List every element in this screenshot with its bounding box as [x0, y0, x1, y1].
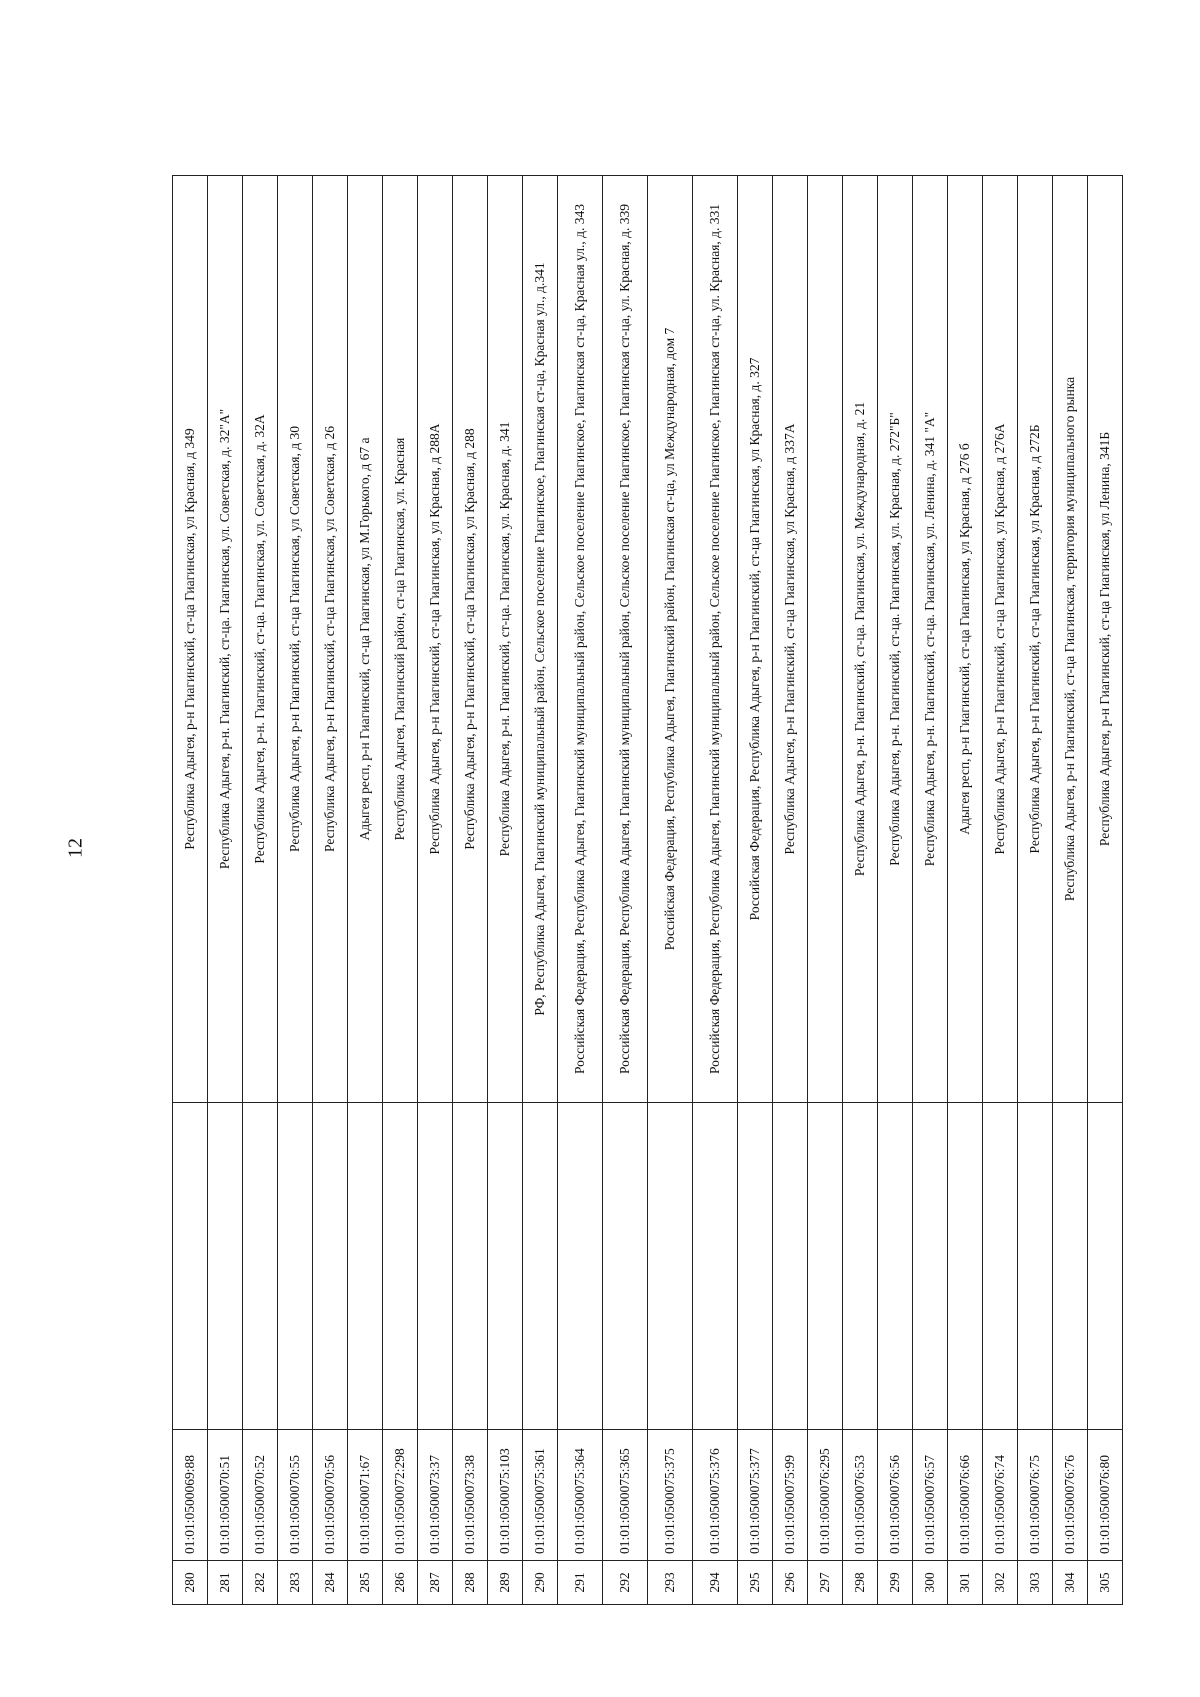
empty-cell [278, 1103, 313, 1430]
row-number-cell: 293 [648, 1561, 693, 1605]
table-row [558, 176, 603, 1605]
cadastral-number-cell: 01:01:0500072:298 [383, 1430, 418, 1561]
table-row [488, 176, 523, 1605]
row-number-cell: 284 [313, 1561, 348, 1605]
row-number-cell: 297 [808, 1561, 843, 1605]
table-row [523, 176, 558, 1605]
cadastral-number-cell: 01:01:0500070:55 [278, 1430, 313, 1561]
empty-cell [648, 1103, 693, 1430]
table-row [878, 176, 913, 1605]
address-cell: Российская Федерация, Республика Адыгея, Гиагинский муниципальный район, Сельское поселение Гиагинское, Гиагинская ст-ца, ул. Красная, д. 331 [693, 176, 738, 1103]
address-cell: Республика Адыгея, р-н Гиагинский, ст-ца Гиагинская, ул Красная, д 337А [773, 176, 808, 1103]
row-number-cell: 294 [693, 1561, 738, 1605]
table-row [808, 176, 843, 1605]
page-number: 12 [64, 838, 87, 858]
empty-cell [383, 1103, 418, 1430]
row-number-cell: 301 [948, 1561, 983, 1605]
empty-cell [808, 1103, 843, 1430]
table-row [418, 176, 453, 1605]
address-cell: Республика Адыгея, р-н. Гиагинский, ст-ца. Гиагинская, ул. Советская, д. 32А [243, 176, 278, 1103]
cadastral-number-cell: 01:01:0500070:52 [243, 1430, 278, 1561]
table-row [243, 176, 278, 1605]
table-row [1088, 176, 1123, 1605]
address-cell: Республика Адыгея, р-н Гиагинский, ст-ца Гиагинская, ул Красная, д 276А [983, 176, 1018, 1103]
table-row [208, 176, 243, 1605]
table-row [603, 176, 648, 1605]
cadastral-number-cell: 01:01:0500076:75 [1018, 1430, 1053, 1561]
row-number-cell: 304 [1053, 1561, 1088, 1605]
table-row [278, 176, 313, 1605]
cadastral-number-cell: 01:01:0500075:377 [738, 1430, 773, 1561]
address-cell: Российская Федерация, Республика Адыгея, Гиагинский муниципальный район, Сельское поселение Гиагинское, Гиагинская ст-ца, Красная ул., д. 343 [558, 176, 603, 1103]
empty-cell [693, 1103, 738, 1430]
cadastral-number-cell: 01:01:0500076:57 [913, 1430, 948, 1561]
cadastral-number-cell: 01:01:0500076:80 [1088, 1430, 1123, 1561]
address-cell: Республика Адыгея, р-н. Гиагинский, ст-ца. Гиагинская, ул. Советская, д. 32"А" [208, 176, 243, 1103]
cadastral-number-cell: 01:01:0500069:88 [173, 1430, 208, 1561]
cadastral-table [172, 175, 1123, 1605]
cadastral-number-cell: 01:01:0500076:295 [808, 1430, 843, 1561]
empty-cell [173, 1103, 208, 1430]
address-cell: Республика Адыгея, р-н Гиагинский, ст-ца Гиагинская, ул Советская, д 26 [313, 176, 348, 1103]
row-number-cell: 289 [488, 1561, 523, 1605]
row-number-cell: 296 [773, 1561, 808, 1605]
empty-cell [738, 1103, 773, 1430]
address-cell: Республика Адыгея, р-н Гиагинский, ст-ца Гиагинская, ул Ленина, 341Б [1088, 176, 1123, 1103]
row-number-cell: 287 [418, 1561, 453, 1605]
address-cell: Республика Адыгея, р-н Гиагинский, ст-ца Гиагинская, ул Красная, д 349 [173, 176, 208, 1103]
cadastral-number-cell: 01:01:0500076:66 [948, 1430, 983, 1561]
cadastral-number-cell: 01:01:0500075:99 [773, 1430, 808, 1561]
cadastral-number-cell: 01:01:0500076:56 [878, 1430, 913, 1561]
table-row [773, 176, 808, 1605]
table-row [983, 176, 1018, 1605]
cadastral-number-cell: 01:01:0500075:376 [693, 1430, 738, 1561]
row-number-cell: 295 [738, 1561, 773, 1605]
empty-cell [843, 1103, 878, 1430]
cadastral-number-cell: 01:01:0500075:364 [558, 1430, 603, 1561]
address-cell: Республика Адыгея, р-н Гиагинский, ст-ца Гиагинская, территория муниципального рынка [1053, 176, 1088, 1103]
row-number-cell: 283 [278, 1561, 313, 1605]
empty-cell [983, 1103, 1018, 1430]
table-row [383, 176, 418, 1605]
empty-cell [773, 1103, 808, 1430]
row-number-cell: 300 [913, 1561, 948, 1605]
row-number-cell: 286 [383, 1561, 418, 1605]
address-cell: Республика Адыгея, р-н Гиагинский, ст-ца Гиагинская, ул Красная, д 288А [418, 176, 453, 1103]
empty-cell [558, 1103, 603, 1430]
address-cell: Российская Федерация, Республика Адыгея, Гиагинский муниципальный район, Сельское поселение Гиагинское, Гиагинская ст-ца, ул. Красная, д. 339 [603, 176, 648, 1103]
cadastral-number-cell: 01:01:0500073:38 [453, 1430, 488, 1561]
table-row [173, 176, 208, 1605]
rotated-table-container [172, 175, 1113, 1605]
cadastral-number-cell: 01:01:0500075:361 [523, 1430, 558, 1561]
cadastral-number-cell: 01:01:0500070:56 [313, 1430, 348, 1561]
row-number-cell: 303 [1018, 1561, 1053, 1605]
row-number-cell: 302 [983, 1561, 1018, 1605]
empty-cell [1018, 1103, 1053, 1430]
row-number-cell: 281 [208, 1561, 243, 1605]
empty-cell [913, 1103, 948, 1430]
table-row [1053, 176, 1088, 1605]
empty-cell [1088, 1103, 1123, 1430]
table-row [738, 176, 773, 1605]
address-cell: Республика Адыгея, Гиагинский район, ст-ца Гиагинская, ул. Красная [383, 176, 418, 1103]
address-cell: Республика Адыгея, р-н Гиагинский, ст-ца Гиагинская, ул Красная, д 272Б [1018, 176, 1053, 1103]
empty-cell [948, 1103, 983, 1430]
address-cell: Республика Адыгея, р-н. Гиагинский, ст-ца. Гиагинская, ул. Международная, д. 21 [843, 176, 878, 1103]
empty-cell [488, 1103, 523, 1430]
cadastral-number-cell: 01:01:0500075:103 [488, 1430, 523, 1561]
address-cell [808, 176, 843, 1103]
cadastral-number-cell: 01:01:0500076:53 [843, 1430, 878, 1561]
row-number-cell: 280 [173, 1561, 208, 1605]
address-cell: Республика Адыгея, р-н. Гиагинский, ст-ца. Гиагинская, ул. Ленина, д. 341 "А" [913, 176, 948, 1103]
cadastral-number-cell: 01:01:0500076:74 [983, 1430, 1018, 1561]
address-cell: РФ, Республика Адыгея, Гиагинский муниципальный район, Сельское поселение Гиагинское, Гиагинская ст-ца, Красная ул., д.341 [523, 176, 558, 1103]
empty-cell [603, 1103, 648, 1430]
empty-cell [453, 1103, 488, 1430]
table-row [913, 176, 948, 1605]
row-number-cell: 299 [878, 1561, 913, 1605]
row-number-cell: 288 [453, 1561, 488, 1605]
address-cell: Республика Адыгея, р-н. Гиагинский, ст-ца. Гиагинская, ул. Красная, д. 272"Б" [878, 176, 913, 1103]
row-number-cell: 298 [843, 1561, 878, 1605]
table-row [453, 176, 488, 1605]
row-number-cell: 285 [348, 1561, 383, 1605]
row-number-cell: 305 [1088, 1561, 1123, 1605]
address-cell: Республика Адыгея, р-н. Гиагинский, ст-ца. Гиагинская, ул. Красная, д. 341 [488, 176, 523, 1103]
empty-cell [523, 1103, 558, 1430]
table-row [348, 176, 383, 1605]
table-body [173, 176, 1123, 1605]
row-number-cell: 282 [243, 1561, 278, 1605]
empty-cell [208, 1103, 243, 1430]
empty-cell [418, 1103, 453, 1430]
table-row [313, 176, 348, 1605]
address-cell: Республика Адыгея, р-н Гиагинский, ст-ца Гиагинская, ул Советская, д 30 [278, 176, 313, 1103]
empty-cell [878, 1103, 913, 1430]
empty-cell [348, 1103, 383, 1430]
cadastral-number-cell: 01:01:0500075:375 [648, 1430, 693, 1561]
cadastral-number-cell: 01:01:0500073:37 [418, 1430, 453, 1561]
empty-cell [1053, 1103, 1088, 1430]
empty-cell [313, 1103, 348, 1430]
row-number-cell: 290 [523, 1561, 558, 1605]
row-number-cell: 291 [558, 1561, 603, 1605]
table-row [648, 176, 693, 1605]
empty-cell [243, 1103, 278, 1430]
address-cell: Республика Адыгея, р-н Гиагинский, ст-ца Гиагинская, ул Красная, д 288 [453, 176, 488, 1103]
table-row [843, 176, 878, 1605]
table-row [1018, 176, 1053, 1605]
table-row [693, 176, 738, 1605]
row-number-cell: 292 [603, 1561, 648, 1605]
cadastral-number-cell: 01:01:0500075:365 [603, 1430, 648, 1561]
address-cell: Адыгея респ, р-н Гиагинский, ст-ца Гиагинская, ул М.Горького, д 67 а [348, 176, 383, 1103]
address-cell: Российская Федерация, Республика Адыгея, Гиагинский район, Гиагинская ст-ца, ул Международная, дом 7 [648, 176, 693, 1103]
address-cell: Адыгея респ, р-н Гиагинский, ст-ца Гиагинская, ул Красная, д 276 б [948, 176, 983, 1103]
cadastral-number-cell: 01:01:0500071:67 [348, 1430, 383, 1561]
address-cell: Российская Федерация, Республика Адыгея, р-н Гиагинский, ст-ца Гиагинская, ул Красная, д. 327 [738, 176, 773, 1103]
cadastral-number-cell: 01:01:0500070:51 [208, 1430, 243, 1561]
cadastral-number-cell: 01:01:0500076:76 [1053, 1430, 1088, 1561]
table-row [948, 176, 983, 1605]
